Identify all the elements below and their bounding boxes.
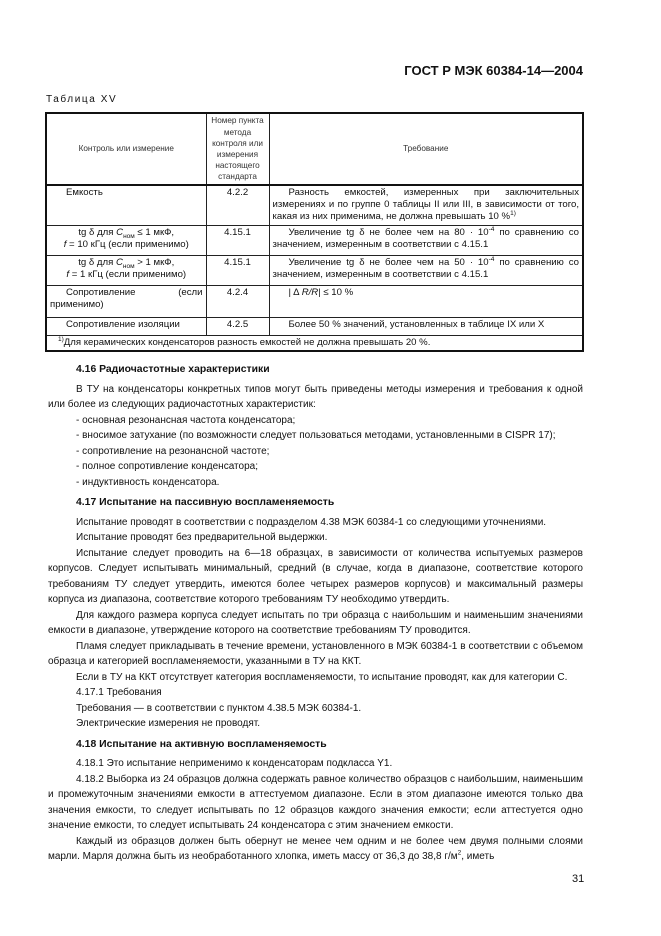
document-body bbox=[48, 357, 583, 865]
table-row bbox=[46, 255, 583, 285]
section-title-4-18: 4.18 Испытание на активную воспламеняемость bbox=[76, 738, 327, 750]
list-item: - вносимое затухание (по возможности следует пользоваться методами, установленными в CISPR 17); bbox=[76, 430, 556, 441]
table-caption: Таблица XV bbox=[46, 94, 118, 105]
table-header-row bbox=[46, 113, 583, 185]
variable: f bbox=[66, 268, 70, 280]
exponent: -4 bbox=[488, 225, 495, 233]
subscript: ном bbox=[123, 232, 135, 240]
table-row bbox=[46, 317, 583, 335]
cell-control bbox=[46, 255, 206, 285]
variable: C bbox=[115, 256, 123, 268]
list-item: - сопротивление на резонансной частоте; bbox=[76, 445, 270, 457]
control-text: tg δ для bbox=[78, 256, 116, 268]
paragraph: Испытание проводят без предварительной выдержки. bbox=[76, 532, 328, 543]
paragraph: Испытание следует проводить на 6—18 образцах, в зависимости от количества испытуемых размеров корпусов. Следует испытывать минимальный, средний (в случае, когда в диапазоне, соответствие которого требованиям ТУ следует утвердить, имеются более четырех размеров корпусов) и максимальный размеры корпуса из диапазона, соответствие которого требованиям ТУ необходимо утвердить. bbox=[48, 547, 583, 605]
footnote-mark: 1) bbox=[58, 335, 64, 343]
cell-clause: 4.15.1 bbox=[206, 225, 269, 255]
column-header-control: Контроль или измерение bbox=[46, 113, 206, 185]
superscript: 2 bbox=[457, 849, 462, 857]
cell-requirement bbox=[269, 185, 583, 225]
section-title-4-16: 4.16 Радиочастотные характеристики bbox=[76, 364, 270, 375]
requirement-text: по сравнению со значением, измеренным в соответствии с 4.15.1 bbox=[272, 226, 579, 250]
paragraph: 4.18.1 Это испытание неприменимо к конденсаторам подкласса Y1. bbox=[76, 758, 393, 769]
subscript: ном bbox=[122, 262, 135, 270]
list-item: - основная резонансная частота конденсатора; bbox=[76, 414, 296, 426]
footnote-ref: 1) bbox=[510, 210, 516, 218]
list-item: - индуктивность конденсатора. bbox=[76, 476, 220, 488]
requirement-text: | ≤ 10 % bbox=[318, 286, 354, 298]
control-text: > 1 мкФ, bbox=[134, 256, 175, 268]
paragraph bbox=[48, 834, 583, 865]
list-item: - полное сопротивление конденсатора; bbox=[76, 461, 258, 472]
control-text: = 1 кГц (если применимо) bbox=[69, 268, 187, 280]
cell-control: Емкость bbox=[46, 185, 206, 225]
paragraph: Электрические измерения не проводят. bbox=[76, 718, 261, 729]
cell-clause: 4.2.2 bbox=[206, 185, 269, 225]
variable: C bbox=[116, 226, 124, 238]
cell-control: Сопротивление изоляции bbox=[46, 317, 206, 335]
paragraph: Требования — в соответствии с пунктом 4.38.5 МЭК 60384-1. bbox=[76, 702, 362, 714]
cell-control: Сопротивление (если применимо) bbox=[46, 285, 206, 317]
control-text: = 10 кГц (если применимо) bbox=[66, 238, 189, 250]
control-text: tg δ для bbox=[78, 226, 117, 238]
cell-clause: 4.15.1 bbox=[206, 255, 269, 285]
cell-clause: 4.2.5 bbox=[206, 317, 269, 335]
variable: R/R bbox=[301, 286, 319, 298]
cell-control bbox=[46, 225, 206, 255]
cell-clause: 4.2.4 bbox=[206, 285, 269, 317]
exponent: -4 bbox=[488, 255, 495, 263]
paragraph: 4.18.2 Выборка из 24 образцов должна содержать равное количество образцов с наибольшим, наименьшим и промежуточным значениями емкости в аттестуемом диапазоне. Если в этом диапазоне имеются только два значения емкости, то следует испытывать по 12 образцов каждого значения емкости; если аттестуется одно значение емкости, то следует испытывать 24 конденсатора с этим значением емкости. bbox=[48, 773, 583, 831]
cell-requirement: Более 50 % значений, установленных в таблице IX или X bbox=[269, 317, 583, 335]
paragraph-text: Каждый из образцов должен быть обернут не менее чем одним и не более чем двумя полными слоями марли. Марля должна быть из необработанного хлопка, иметь массу от 36,3 до 38,8 г/м bbox=[48, 835, 583, 862]
table-row bbox=[46, 285, 583, 317]
requirement-text: Разность емкостей, измеренных при заключительных измерениях и по группе 0 таблицы II или III, в зависимости от того, какая из них применима, не должна превышать 10 % bbox=[272, 187, 579, 223]
table-row bbox=[46, 185, 583, 225]
requirements-table bbox=[45, 112, 584, 352]
page-number: 31 bbox=[572, 873, 585, 885]
requirement-text: по сравнению со значением, измеренным в соответствии с 4.15.1 bbox=[272, 256, 579, 280]
control-text: ≤ 1 мкФ, bbox=[134, 226, 175, 238]
column-header-clause: Номер пункта метода контроля или измерения настоящего стандарта bbox=[206, 113, 269, 185]
section-title-4-17: 4.17 Испытание на пассивную воспламеняемость bbox=[76, 497, 335, 508]
paragraph-text: , иметь bbox=[461, 851, 495, 862]
variable: f bbox=[63, 238, 67, 250]
paragraph: Испытание проводят в соответствии с подразделом 4.38 МЭК 60384-1 со следующими уточнениями. bbox=[76, 516, 547, 528]
paragraph: Пламя следует прикладывать в течение времени, установленного в МЭК 60384-1 в соответствии с объемом образца и категорией воспламеняемости, указанными в ТУ на ККТ. bbox=[48, 640, 583, 667]
cell-requirement bbox=[269, 225, 583, 255]
document-id: ГОСТ Р МЭК 60384-14—2004 bbox=[404, 63, 583, 78]
paragraph: В ТУ на конденсаторы конкретных типов могут быть приведены методы измерения и требования к одной или более из следующих радиочастотных характеристик: bbox=[48, 383, 583, 410]
table-footnote-row bbox=[46, 335, 583, 351]
column-header-requirement: Требование bbox=[269, 113, 583, 185]
table-footnote bbox=[46, 335, 583, 351]
cell-requirement bbox=[269, 255, 583, 285]
table-row bbox=[46, 225, 583, 255]
requirement-text: Увеличение tg δ не более чем на 80 · 10 bbox=[288, 226, 489, 238]
cell-requirement bbox=[269, 285, 583, 317]
paragraph: Если в ТУ на ККТ отсутствует категория воспламеняемости, то испытание проводят, как для категории C. bbox=[76, 671, 568, 683]
requirement-text: | Δ bbox=[288, 286, 302, 298]
subsection-title-4-17-1: 4.17.1 Требования bbox=[76, 687, 162, 698]
requirement-text: Увеличение tg δ не более чем на 50 · 10 bbox=[288, 256, 489, 268]
paragraph: Для каждого размера корпуса следует испытать по три образца с наибольшим и наименьшим значениями емкости в диапазоне, утверждение которого на соответствие требованиям ТУ проводится. bbox=[48, 609, 583, 636]
footnote-text: Для керамических конденсаторов разность емкостей не должна превышать 20 %. bbox=[63, 336, 431, 348]
